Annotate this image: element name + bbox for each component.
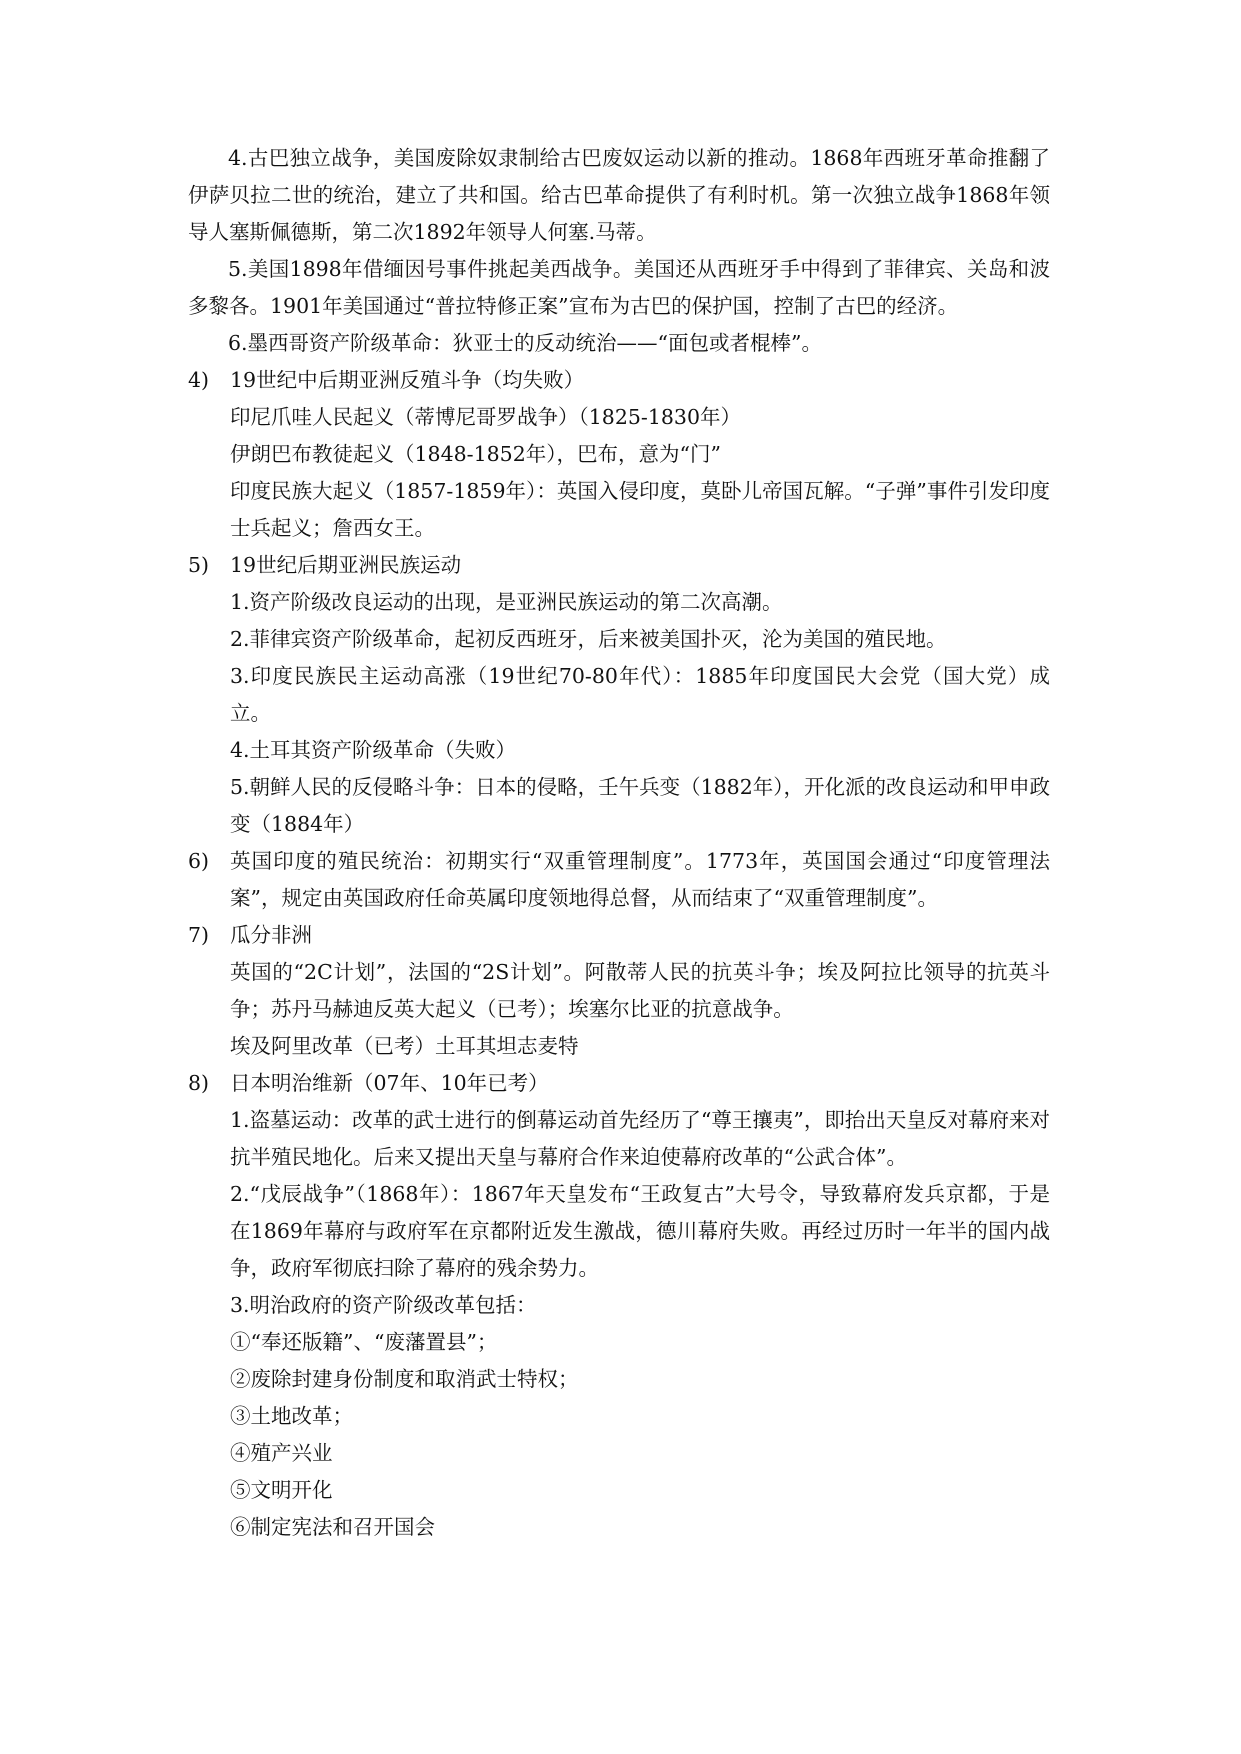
list-item-4 xyxy=(188,362,1050,547)
item-line: ⑥制定宪法和召开国会 xyxy=(230,1515,435,1539)
item-line: 英国印度的殖民统治：初期实行“双重管理制度”。1773年，英国国会通过“印度管理法案”，规定由英国政府任命英属印度领地得总督，从而结束了“双重管理制度”。 xyxy=(230,849,1050,910)
item-line: 日本明治维新（07年、10年已考） xyxy=(230,1071,549,1095)
item-line: 3.明治政府的资产阶级改革包括： xyxy=(230,1293,537,1317)
item-body xyxy=(230,547,1050,843)
item-body xyxy=(230,843,1050,917)
item-line: 印度民族大起义（1857-1859年）：英国入侵印度，莫卧儿帝国瓦解。“子弹”事件引发印度士兵起义；詹西女王。 xyxy=(230,479,1050,540)
item-number: 6) xyxy=(188,849,210,873)
item-body xyxy=(230,362,1050,547)
list-item-5 xyxy=(188,547,1050,843)
item-line: 1.盗墓运动：改革的武士进行的倒幕运动首先经历了“尊王攘夷”，即抬出天皇反对幕府来对抗半殖民地化。后来又提出天皇与幕府合作来迫使幕府改革的“公武合体”。 xyxy=(230,1108,1050,1169)
item-line: ②废除封建身份制度和取消武士特权； xyxy=(230,1367,579,1391)
item-line: 3.印度民族民主运动高涨（19世纪70-80年代）：1885年印度国民大会党（国大党）成立。 xyxy=(230,664,1050,725)
item-line: 1.资产阶级改良运动的出现，是亚洲民族运动的第二次高潮。 xyxy=(230,590,783,614)
item-line: ①“奉还版籍”、“废藩置县”； xyxy=(230,1330,498,1354)
paragraph-cuba-independence: 4.古巴独立战争，美国废除奴隶制给古巴废奴运动以新的推动。1868年西班牙革命推翻了伊萨贝拉二世的统治，建立了共和国。给古巴革命提供了有利时机。第一次独立战争1868年领导人塞斯佩德斯，第二次1892年领导人何塞.马蒂。 xyxy=(188,146,1050,244)
item-line: 4.土耳其资产阶级革命（失败） xyxy=(230,738,517,762)
item-line: 5.朝鲜人民的反侵略斗争：日本的侵略，壬午兵变（1882年），开化派的改良运动和甲申政变（1884年） xyxy=(230,775,1050,836)
item-number: 4) xyxy=(188,368,210,392)
item-line: ③土地改革； xyxy=(230,1404,353,1428)
item-line: 瓜分非洲 xyxy=(230,923,312,947)
item-number: 7) xyxy=(188,923,210,947)
item-line: ⑤文明开化 xyxy=(230,1478,333,1502)
paragraph-mexico-revolution: 6.墨西哥资产阶级革命：狄亚士的反动统治——“面包或者棍棒”。 xyxy=(228,331,823,355)
item-line: 19世纪后期亚洲民族运动 xyxy=(230,553,462,577)
item-line: 埃及阿里改革（已考）土耳其坦志麦特 xyxy=(230,1034,579,1058)
item-line: 2.菲律宾资产阶级革命，起初反西班牙，后来被美国扑灭，沦为美国的殖民地。 xyxy=(230,627,947,651)
item-body xyxy=(230,1065,1050,1546)
item-number: 5) xyxy=(188,553,210,577)
item-body xyxy=(230,917,1050,1065)
item-line: ④殖产兴业 xyxy=(230,1441,333,1465)
list-item-6 xyxy=(188,843,1050,917)
item-number: 8) xyxy=(188,1071,210,1095)
list-item-8 xyxy=(188,1065,1050,1546)
paragraph-spanish-american-war: 5.美国1898年借缅因号事件挑起美西战争。美国还从西班牙手中得到了菲律宾、关岛和波多黎各。1901年美国通过“普拉特修正案”宣布为古巴的保护国，控制了古巴的经济。 xyxy=(188,257,1050,318)
item-line: 英国的“2C计划”，法国的“2S计划”。阿散蒂人民的抗英斗争；埃及阿拉比领导的抗英斗争；苏丹马赫迪反英大起义（已考）；埃塞尔比亚的抗意战争。 xyxy=(230,960,1050,1021)
item-line: 2.“戊辰战争”（1868年）：1867年天皇发布“王政复古”大号令，导致幕府发兵京都，于是在1869年幕府与政府军在京都附近发生激战，德川幕府失败。再经过历时一年半的国内战争，政府军彻底扫除了幕府的残余势力。 xyxy=(230,1182,1050,1280)
item-line: 19世纪中后期亚洲反殖斗争（均失败） xyxy=(230,368,585,392)
list-item-7 xyxy=(188,917,1050,1065)
item-line: 印尼爪哇人民起义（蒂博尼哥罗战争）（1825-1830年） xyxy=(230,405,742,429)
item-line: 伊朗巴布教徒起义（1848-1852年），巴布，意为“门” xyxy=(230,442,721,466)
